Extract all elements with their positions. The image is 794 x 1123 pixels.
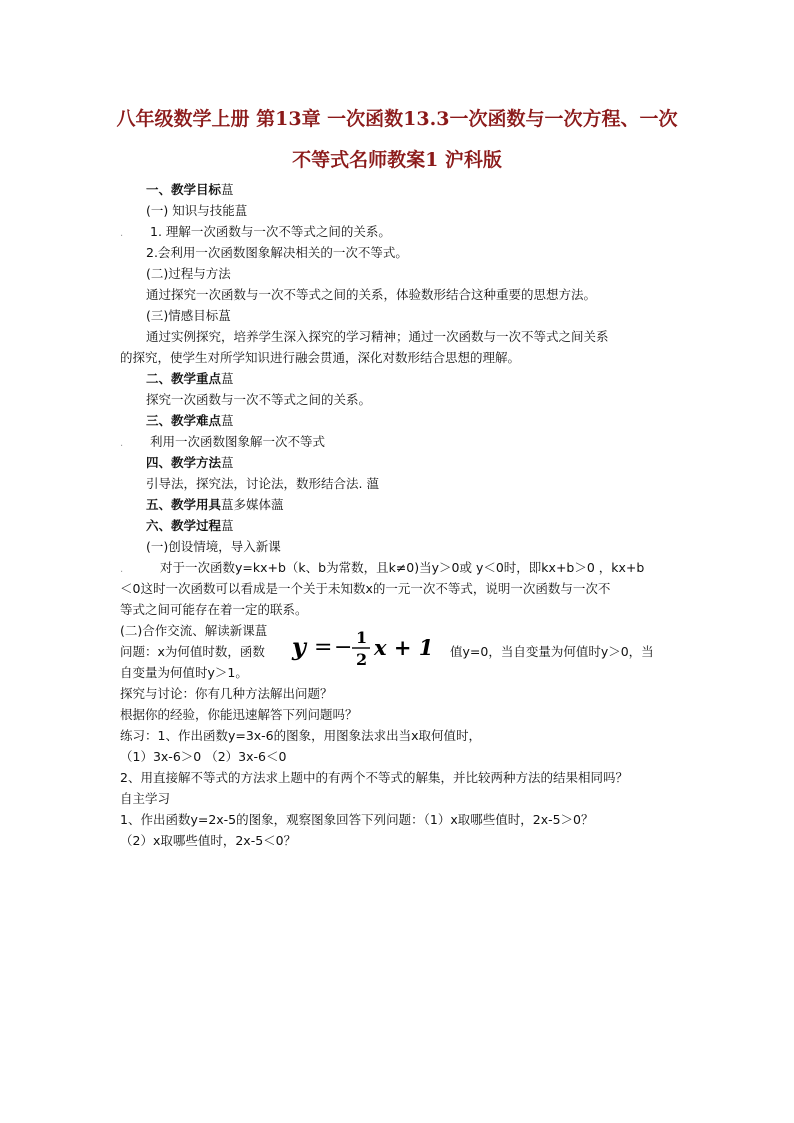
section-6-sub-2-tail: 蒀	[254, 623, 268, 638]
section-4-text-tail: 法. 薀	[346, 476, 379, 491]
section-4-heading-tail: 蒀	[221, 455, 234, 470]
question-line-2: 自变量为何值时y＞1。	[120, 665, 248, 680]
section-1-sub-2: (二)过程与方法	[146, 266, 231, 281]
question-prefix: 问题：x为何值时数，函数	[120, 644, 265, 659]
section-2-text: 探究一次函数与一次不等式之间的关系。	[146, 392, 372, 407]
section-6-sub-2	[120, 622, 267, 640]
section-2-heading-text: 二、教学重点	[146, 371, 222, 386]
section-1-heading-tail: 蒀	[221, 182, 234, 197]
question-suffix: 值y=0，当自变量为何值时y＞0，当	[450, 644, 654, 659]
section-3-heading-text: 三、教学难点	[146, 413, 222, 428]
equation-denominator: 2	[356, 650, 368, 669]
section-6-sub-1: (一)创设情境，导入新课	[146, 539, 281, 554]
section-1-sub-3	[146, 307, 231, 325]
section-6-sub-1-para-2: ＜0这时一次函数可以看成是一个关于未知数x的一元一次不等式，说明一次函数与一次不	[120, 581, 611, 596]
section-6-heading-tail: 蒀	[221, 518, 234, 533]
practice-1: 练习：1、作出函数y=3x-6的图象，用图象法求出当x取何值时，	[120, 728, 482, 743]
section-2-heading-tail: 蒀	[221, 371, 234, 386]
section-1-item-1: 1. 理解一次函数与一次不等式之间的关系。	[150, 224, 391, 239]
equation-lhs: y	[292, 632, 306, 661]
section-1-heading	[146, 181, 234, 199]
section-4-text	[146, 475, 379, 493]
section-2-heading	[146, 370, 234, 388]
section-1-sub-3-para-1: 通过实例探究，培养学生深入探究的学习精神；通过一次函数与一次不等式之间关系	[146, 329, 609, 344]
practice-1-parts: （1）3x-6＞0 （2）3x-6＜0	[120, 749, 287, 764]
self-study-item-2: （2）x取哪些值时，2x-5＜0？	[120, 833, 297, 848]
section-6-sub-1-para-1: 对于一次函数y=kx+b（k、b为常数，且k≠0)当y＞0或 y＜0时，即kx+b＞0 ，kx+b	[160, 560, 645, 575]
section-1-sub-3-para-2: 的探究，使学生对所学知识进行融会贯通，深化对数形结合思想的理解。	[120, 350, 521, 365]
section-1-item-2: 2.会利用一次函数图象解决相关的一次不等式。	[146, 245, 408, 260]
section-3-text: 利用一次函数图象解一次不等式	[150, 434, 326, 449]
section-6-sub-2-text: (二)合作交流、解读新课	[120, 623, 255, 638]
equation-tail: x + 1	[374, 635, 434, 660]
margin-dot: .	[120, 564, 124, 575]
document-title-line-2: 不等式名师教案1 沪科版	[292, 149, 502, 171]
section-6-heading-text: 六、教学过程	[146, 518, 222, 533]
section-1-sub-1	[146, 202, 247, 220]
section-1-heading-text: 一、教学目标	[146, 182, 222, 197]
equation-svg	[290, 625, 438, 669]
self-study-item-1: 1、作出函数y=2x-5的图象，观察图象回答下列问题：（1）x取哪些值时，2x-5＞0？	[120, 812, 594, 827]
margin-dot: .	[120, 438, 124, 449]
section-6-heading	[146, 517, 234, 535]
section-1-sub-1-text: (一) 知识与技能	[146, 203, 235, 218]
self-study-heading: 自主学习	[120, 791, 171, 806]
equation-numerator: 1	[356, 628, 368, 647]
section-5-heading-text: 五、教学用具	[146, 497, 222, 512]
section-3-heading	[146, 412, 234, 430]
section-5-text: 蒀多媒体薀	[221, 497, 284, 512]
section-1-sub-2-text: 通过探究一次函数与一次不等式之间的关系，体验数形结合这种重要的思想方法。	[146, 287, 597, 302]
section-4-heading-text: 四、教学方法	[146, 455, 222, 470]
section-3-heading-tail: 蒀	[221, 413, 234, 428]
experience-prompt: 根据你的经验，你能迅速解答下列问题吗？	[120, 707, 358, 722]
section-1-sub-3-tail: 蒀	[218, 308, 231, 323]
section-4-text-main: 引导法，探究法，讨论法，数形结合	[146, 476, 347, 491]
equation-equals: =	[314, 635, 333, 660]
section-1-sub-3-text: (三)情感目标	[146, 308, 219, 323]
margin-dot: .	[120, 228, 124, 239]
document-title-line-1: 八年级数学上册 第13章 一次函数13.3一次函数与一次方程、一次	[116, 108, 678, 130]
equation-sign: −	[334, 635, 353, 660]
equation-formula	[290, 625, 438, 669]
section-5-heading	[146, 496, 284, 514]
section-6-sub-1-para-3: 等式之间可能存在着一定的联系。	[120, 602, 308, 617]
section-4-heading	[146, 454, 234, 472]
section-1-sub-1-tail: 蒀	[234, 203, 248, 218]
practice-2: 2、用直接解不等式的方法求上题中的有两个不等式的解集，并比较两种方法的结果相同吗？	[120, 770, 628, 785]
discussion-prompt: 探究与讨论：你有几种方法解出问题？	[120, 686, 333, 701]
